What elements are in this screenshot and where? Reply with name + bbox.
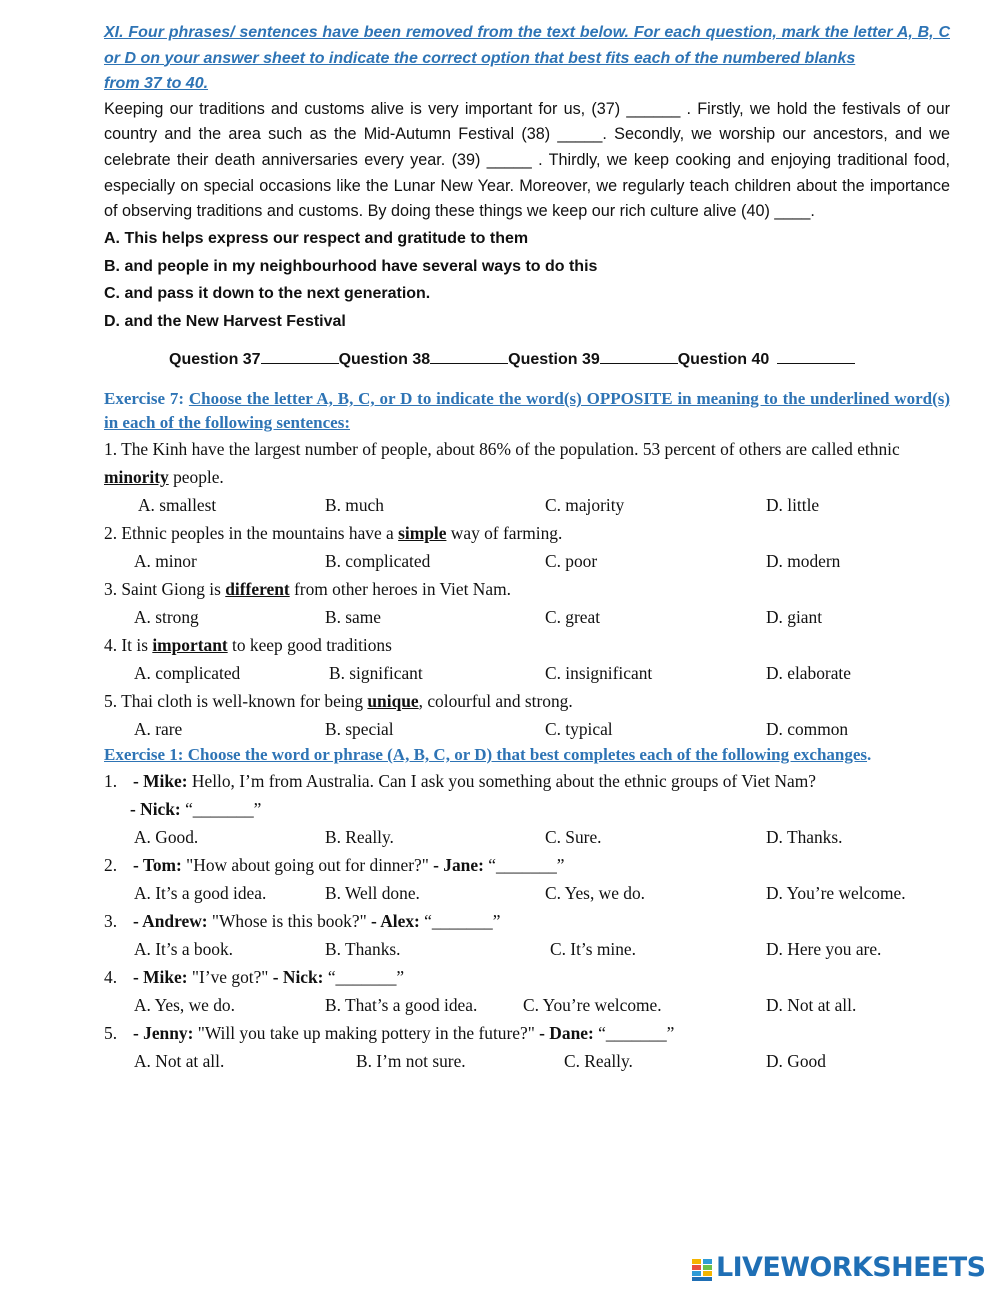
answer-blank-40[interactable] bbox=[777, 349, 855, 364]
option-d[interactable]: D. Not at all. bbox=[766, 995, 857, 1016]
liveworksheets-logo-text: LIVEWORKSHEETS bbox=[716, 1252, 986, 1283]
option-a[interactable]: A. Good. bbox=[134, 827, 199, 848]
option-b[interactable]: B. That’s a good idea. bbox=[325, 995, 478, 1016]
option-a[interactable]: A. Not at all. bbox=[134, 1051, 225, 1072]
ex1-item-1: 1. - Mike: Hello, I’m from Australia. Can I ask you something about the ethnic groups of Viet Nam? bbox=[104, 771, 817, 792]
option-c[interactable]: C. Really. bbox=[564, 1051, 633, 1072]
option-c[interactable]: C. great bbox=[545, 607, 601, 628]
xi-option-a: A. This helps express our respect and gratitude to them bbox=[104, 230, 529, 248]
ex7-question-2: 2. Ethnic peoples in the mountains have a simple way of farming. bbox=[104, 523, 563, 544]
option-b[interactable]: B. Thanks. bbox=[325, 939, 401, 960]
option-b[interactable]: B. much bbox=[325, 495, 384, 516]
ex7-question-1: 1. The Kinh have the largest number of people, about 86% of the population. 53 percent of others are called ethnic minority people. bbox=[104, 439, 900, 488]
option-b[interactable]: B. Really. bbox=[325, 827, 394, 848]
ex7-question-5: 5. Thai cloth is well-known for being unique, colourful and strong. bbox=[104, 691, 573, 712]
worksheet-page bbox=[104, 20, 950, 1075]
liveworksheets-logo-icon bbox=[692, 1259, 712, 1281]
ex1-options-3 bbox=[104, 935, 950, 963]
ex7-question-3: 3. Saint Giong is different from other heroes in Viet Nam. bbox=[104, 579, 511, 600]
answer-blank-39[interactable] bbox=[600, 349, 678, 364]
answer-label-39: Question 39 bbox=[508, 351, 600, 369]
underlined-word: different bbox=[225, 579, 290, 600]
section-xi-passage: Keeping our traditions and customs alive is very important for us, (37) ______ . Firstly, we hold the festivals of our country and the area such as the Mid-Autumn Festival (38) _____. Secondly, we worship our ancestors, and we celebrate their death anniversaries every year. (39) _____ . Thirdly, we keep cooking and enjoying traditional food, especially on special occasions like the Lunar New Year. Moreover, we regularly teach children about the importance of observing traditions and customs. By doing these things we keep our rich culture alive (40) ____. bbox=[104, 99, 950, 221]
xi-option-b: B. and people in my neighbourhood have several ways to do this bbox=[104, 257, 598, 275]
ex7-options-4 bbox=[104, 659, 950, 687]
option-a[interactable]: A. complicated bbox=[134, 663, 241, 684]
option-d[interactable]: D. giant bbox=[766, 607, 823, 628]
underlined-word: unique bbox=[367, 691, 419, 712]
option-a[interactable]: A. Yes, we do. bbox=[134, 995, 235, 1016]
option-a[interactable]: A. It’s a good idea. bbox=[134, 883, 267, 904]
option-d[interactable]: D. Here you are. bbox=[766, 939, 882, 960]
exercise-1-heading: Exercise 1: Choose the word or phrase (A, B, C, or D) that best completes each of the following exchanges. bbox=[104, 745, 872, 765]
option-d[interactable]: D. elaborate bbox=[766, 663, 851, 684]
option-b[interactable]: B. I’m not sure. bbox=[356, 1051, 466, 1072]
answer-label-37: Question 37 bbox=[169, 351, 261, 369]
option-d[interactable]: D. common bbox=[766, 719, 849, 740]
exercise-7-heading: Exercise 7: Choose the letter A, B, C, or D to indicate the word(s) OPPOSITE in meaning to the underlined word(s) in each of the following sentences: bbox=[104, 389, 951, 433]
option-d[interactable]: D. Good bbox=[766, 1051, 826, 1072]
ex7-question-4: 4. It is important to keep good traditions bbox=[104, 635, 392, 656]
option-a[interactable]: A. rare bbox=[134, 719, 183, 740]
xi-option-c: C. and pass it down to the next generation. bbox=[104, 285, 431, 303]
option-c[interactable]: C. You’re welcome. bbox=[523, 995, 662, 1016]
answer-line bbox=[104, 347, 950, 373]
ex7-options-5 bbox=[104, 715, 950, 743]
underlined-word: important bbox=[152, 635, 228, 656]
section-xi-heading: XI. Four phrases/ sentences have been removed from the text below. For each question, mark the letter A, B, C or D on your answer sheet to indicate the correct option that best fits each of the numbered blanks from 37 to 40. bbox=[104, 24, 950, 92]
ex1-item-4: 4. - Mike: "I’ve got?" - Nick: “_______” bbox=[104, 967, 405, 988]
ex1-options-1 bbox=[104, 823, 950, 851]
option-a[interactable]: A. minor bbox=[134, 551, 197, 572]
option-c[interactable]: C. poor bbox=[545, 551, 598, 572]
option-c[interactable]: C. majority bbox=[545, 495, 625, 516]
answer-blank-37[interactable] bbox=[261, 349, 339, 364]
answer-label-40: Question 40 bbox=[677, 351, 770, 369]
ex1-item-2: 2. - Tom: "How about going out for dinner?" - Jane: “_______” bbox=[104, 855, 565, 876]
option-d[interactable]: D. You’re welcome. bbox=[766, 883, 906, 904]
ex1-item-3: 3. - Andrew: "Whose is this book?" - Alex: “_______” bbox=[104, 911, 501, 932]
underlined-word: simple bbox=[398, 523, 447, 544]
option-d[interactable]: D. modern bbox=[766, 551, 841, 572]
option-a[interactable]: A. It’s a book. bbox=[134, 939, 234, 960]
ex1-item-1-reply: - Nick: “_______” bbox=[130, 799, 262, 820]
ex1-options-4 bbox=[104, 991, 950, 1019]
option-b[interactable]: B. special bbox=[325, 719, 394, 740]
ex1-options-5 bbox=[104, 1047, 950, 1075]
liveworksheets-logo bbox=[692, 1254, 992, 1284]
option-a[interactable]: A. smallest bbox=[138, 495, 217, 516]
option-d[interactable]: D. Thanks. bbox=[766, 827, 843, 848]
answer-blank-38[interactable] bbox=[430, 349, 508, 364]
ex1-item-5: 5. - Jenny: "Will you take up making pottery in the future?" - Dane: “_______” bbox=[104, 1023, 675, 1044]
underlined-word: minority bbox=[104, 467, 169, 488]
ex7-options-3 bbox=[104, 603, 950, 631]
option-b[interactable]: B. same bbox=[325, 607, 382, 628]
option-c[interactable]: C. Yes, we do. bbox=[545, 883, 646, 904]
xi-option-d: D. and the New Harvest Festival bbox=[104, 312, 346, 330]
option-c[interactable]: C. Sure. bbox=[545, 827, 602, 848]
option-b[interactable]: B. significant bbox=[329, 663, 423, 684]
option-c[interactable]: C. It’s mine. bbox=[550, 939, 636, 960]
option-c[interactable]: C. insignificant bbox=[545, 663, 653, 684]
ex7-options-2 bbox=[104, 547, 950, 575]
answer-label-38: Question 38 bbox=[338, 351, 431, 369]
ex1-options-2 bbox=[104, 879, 950, 907]
ex7-options-1 bbox=[104, 491, 950, 519]
option-d[interactable]: D. little bbox=[766, 495, 820, 516]
option-b[interactable]: B. complicated bbox=[325, 551, 431, 572]
option-a[interactable]: A. strong bbox=[134, 607, 199, 628]
option-c[interactable]: C. typical bbox=[545, 719, 613, 740]
option-b[interactable]: B. Well done. bbox=[325, 883, 420, 904]
